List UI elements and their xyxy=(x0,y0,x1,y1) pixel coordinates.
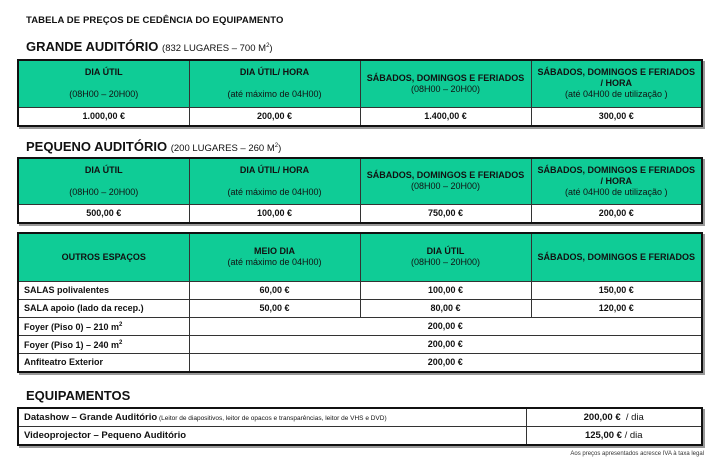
header-detail: (08H00 – 20H00) xyxy=(69,186,139,197)
pequeno-auditorio-title xyxy=(26,139,281,154)
header-detail: (08H00 – 20H00) xyxy=(410,257,481,268)
header-spacer xyxy=(23,78,185,89)
space-label xyxy=(18,281,189,299)
price-cell: 750,00 € xyxy=(360,204,531,223)
header-title: DIA ÚTIL xyxy=(84,67,123,78)
table-header-row xyxy=(18,60,702,107)
header-detail: (até 04H00 de utilização ) xyxy=(564,89,668,100)
pequeno-subtitle xyxy=(171,143,282,154)
header-detail: (08H00 – 20H00) xyxy=(410,181,481,192)
equipamentos-title: EQUIPAMENTOS xyxy=(26,388,131,403)
header-title: DIA ÚTIL/ HORA xyxy=(239,164,310,175)
equipment-row xyxy=(18,408,702,427)
price-cell: 200,00 € xyxy=(189,107,360,126)
price-cell: 1.000,00 € xyxy=(18,107,189,126)
equipment-description xyxy=(18,408,526,427)
price-cell: 200,00 € xyxy=(531,204,702,223)
grande-subtitle-sup: 2 xyxy=(266,42,270,49)
pequeno-auditorio-table xyxy=(17,157,703,224)
price-cell: 500,00 € xyxy=(18,204,189,223)
table-value-row xyxy=(18,204,702,223)
pequeno-title-text: PEQUENO AUDITÓRIO xyxy=(26,139,168,154)
document-title: TABELA DE PREÇOS DE CEDÊNCIA DO EQUIPAMENTO xyxy=(26,15,284,26)
grande-title-text: GRANDE AUDITÓRIO xyxy=(26,39,159,54)
pequeno-subtitle-text: (200 LUGARES – 260 M xyxy=(170,143,275,154)
header-cell xyxy=(531,233,702,281)
pequeno-subtitle-sup: 2 xyxy=(274,142,279,149)
vat-footnote: Aos preços apresentados acresce IVA à taxa legal xyxy=(570,451,704,457)
space-label xyxy=(18,335,189,353)
header-detail: (até 04H00 de utilização ) xyxy=(564,186,668,197)
header-cell xyxy=(189,233,360,281)
header-cell xyxy=(189,158,360,204)
equipment-unit: / dia xyxy=(621,430,643,441)
table-header-row xyxy=(18,158,702,204)
equipment-description xyxy=(18,427,526,446)
space-name-sup: 2 xyxy=(119,321,123,328)
grande-auditorio-title xyxy=(26,39,273,54)
equipment-unit: / dia xyxy=(620,412,644,423)
space-label xyxy=(18,299,189,317)
header-title: DIA ÚTIL/ HORA xyxy=(239,67,310,78)
price-cell: 150,00 € xyxy=(531,281,702,299)
table-value-row xyxy=(18,107,702,126)
price-cell: 200,00 € xyxy=(189,335,702,353)
header-title: OUTROS ESPAÇOS xyxy=(61,251,146,262)
space-label xyxy=(18,353,189,372)
header-detail: (até máximo de 04H00) xyxy=(227,89,322,100)
space-name: SALA apoio (lado da recep.) xyxy=(24,302,144,313)
header-title: DIA ÚTIL xyxy=(84,164,123,175)
header-cell xyxy=(531,158,702,204)
table-row xyxy=(18,335,702,353)
header-detail: (até máximo de 04H00) xyxy=(227,257,322,268)
header-title: DIA ÚTIL xyxy=(426,246,465,257)
table-row xyxy=(18,353,702,372)
table-row xyxy=(18,317,702,335)
pequeno-subtitle-end: ) xyxy=(278,143,282,154)
header-detail: (até máximo de 04H00) xyxy=(227,186,322,197)
space-name: SALAS polivalentes xyxy=(24,284,110,295)
grande-subtitle-text: (832 LUGARES – 700 M xyxy=(162,43,267,54)
table-row xyxy=(18,281,702,299)
header-title: SÁBADOS, DOMINGOS E FERIADOS xyxy=(366,170,525,181)
header-cell xyxy=(360,158,531,204)
price-cell: 300,00 € xyxy=(531,107,702,126)
equipment-price-cell xyxy=(526,408,702,427)
header-title: SÁBADOS, DOMINGOS E FERIADOS / HORA xyxy=(537,164,695,186)
equipment-price: 125,00 € xyxy=(584,430,622,441)
header-cell xyxy=(18,233,189,281)
equipment-price: 200,00 € xyxy=(583,412,621,423)
price-cell: 50,00 € xyxy=(189,299,360,317)
price-cell: 200,00 € xyxy=(189,317,702,335)
grande-subtitle xyxy=(162,43,273,54)
equipamentos-table xyxy=(17,407,703,446)
price-cell: 100,00 € xyxy=(189,204,360,223)
header-cell xyxy=(360,233,531,281)
equipment-note: (Leitor de diapositivos, leitor de opacos e transparências, leitor de VHS e DVD) xyxy=(157,414,387,422)
grande-auditorio-table xyxy=(17,59,703,127)
header-title: SÁBADOS, DOMINGOS E FERIADOS xyxy=(537,251,695,262)
price-cell: 80,00 € xyxy=(360,299,531,317)
header-spacer xyxy=(23,176,185,187)
price-cell: 100,00 € xyxy=(360,281,531,299)
space-label xyxy=(18,317,189,335)
header-cell xyxy=(360,60,531,107)
equipment-name: Videoprojector – Pequeno Auditório xyxy=(24,430,187,441)
space-name: Foyer (Piso 1) – 240 m xyxy=(24,339,120,350)
price-cell: 120,00 € xyxy=(531,299,702,317)
space-name: Foyer (Piso 0) – 210 m xyxy=(24,321,120,332)
header-cell xyxy=(18,158,189,204)
header-detail: (08H00 – 20H00) xyxy=(69,89,139,100)
space-name-sup: 2 xyxy=(119,339,123,346)
equipment-price-cell xyxy=(526,427,702,446)
header-detail: (08H00 – 20H00) xyxy=(410,83,481,94)
header-title: SÁBADOS, DOMINGOS E FERIADOS / HORA xyxy=(537,67,695,89)
price-cell: 200,00 € xyxy=(189,353,702,372)
price-cell: 60,00 € xyxy=(189,281,360,299)
header-cell xyxy=(189,60,360,107)
equipment-name: Datashow – Grande Auditório xyxy=(24,411,158,423)
table-row xyxy=(18,299,702,317)
header-cell xyxy=(18,60,189,107)
equipment-row xyxy=(18,427,702,446)
header-title: MEIO DIA xyxy=(253,246,295,257)
header-cell xyxy=(531,60,702,107)
header-title: SÁBADOS, DOMINGOS E FERIADOS xyxy=(366,72,525,83)
price-cell: 1.400,00 € xyxy=(360,107,531,126)
table-header-row xyxy=(18,233,702,281)
header-spacer xyxy=(194,78,356,89)
header-spacer xyxy=(194,176,356,187)
space-name: Anfiteatro Exterior xyxy=(24,356,104,367)
outros-espacos-table xyxy=(17,232,703,373)
grande-subtitle-end: ) xyxy=(269,43,273,54)
